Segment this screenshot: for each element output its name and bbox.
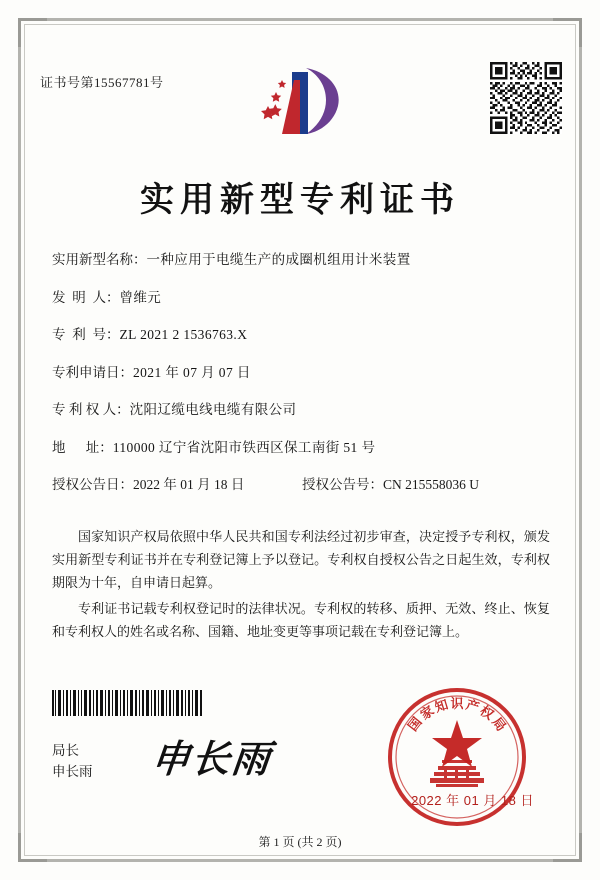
legal-paragraph-1: 国家知识产权局依照中华人民共和国专利法经过初步审查，决定授予专利权，颁发实用新型专利证书并在专利登记簿上予以登记。专利权自授权公告之日起生效，专利权期限为十年，自申请日起算。 [52,529,550,590]
svg-text:产: 产 [463,697,481,716]
field-label: 授权公告日： [52,477,133,492]
svg-text:局: 局 [488,714,509,735]
field-list [52,250,548,513]
barcode-icon [52,690,202,716]
field-patentee [52,400,548,419]
svg-text:家: 家 [418,703,438,724]
corner-ornament-top-right [553,18,582,47]
field-value: 沈阳辽缆电线电缆有限公司 [129,402,297,417]
office-title: 局长 [52,743,79,758]
field-value: 2022 年 01 月 18 日 [133,477,245,492]
svg-text:国: 国 [405,714,426,735]
field-label: 实用新型名称： [52,252,147,267]
field-label: 专 利 号： [52,327,120,342]
field-grant-date [52,475,302,494]
qr-code-icon [490,62,562,134]
field-label: 专 利 权 人： [52,402,130,417]
field-label: 地 址： [52,439,113,455]
handwritten-signature: 申长雨 [149,736,275,781]
corner-ornament-top-left [18,18,47,47]
page-footer: 第 1 页 (共 2 页) [258,835,342,849]
page-title: 实用新型专利证书 [140,180,460,220]
field-label: 专利申请日： [52,364,133,380]
field-address [52,438,548,457]
field-inventor [52,288,548,307]
field-value: 曾维元 [119,289,162,305]
certificate-number: 证书号第15567781号 [40,75,164,90]
field-invention-name [52,250,548,269]
field-grant-number [302,475,548,494]
legal-paragraph-2: 专利证书记载专利权登记时的法律状况。专利权的转移、质押、无效、终止、恢复和专利权人的姓名或名称、国籍、地址变更等事项记载在专利登记簿上。 [52,601,550,639]
field-value: 一种应用于电缆生产的成圈机组用计米装置 [146,252,411,267]
seal-date: 2022 年 01 月 18 日 [411,793,534,808]
signer-name: 申长雨 [52,764,93,779]
field-value: CN 215558036 U [383,477,480,492]
field-application-date [52,363,548,382]
field-value: 2021 年 07 月 07 日 [133,364,251,380]
svg-text:识: 识 [450,697,464,712]
field-label: 发 明 人： [52,289,120,305]
field-grant-row [52,475,548,494]
svg-text:权: 权 [476,703,496,724]
svg-text:知: 知 [433,697,451,716]
signature-block [52,740,93,782]
legal-text [52,525,550,646]
field-value: 110000 辽宁省沈阳市铁西区保工南街 51 号 [112,439,376,455]
field-label: 授权公告号： [302,477,383,492]
cnipa-logo-icon [248,62,352,142]
field-value: ZL 2021 2 1536763.X [119,327,248,342]
field-patent-number [52,325,548,344]
